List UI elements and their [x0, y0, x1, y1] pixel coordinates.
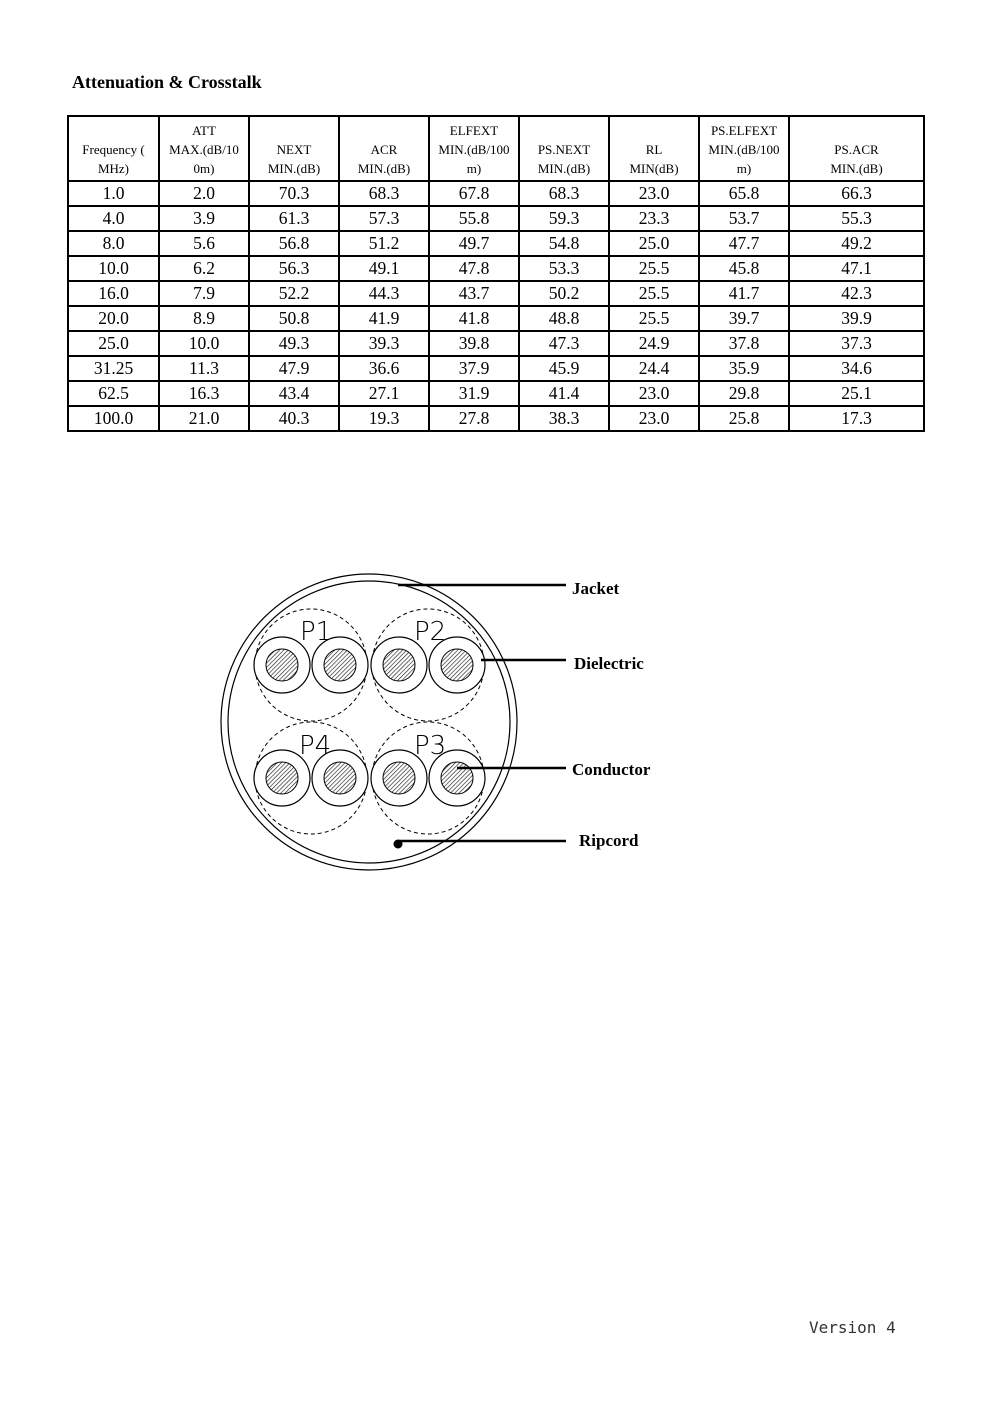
table-row	[68, 406, 924, 431]
conductor-core	[266, 762, 298, 794]
table-cell: 41.8	[429, 306, 519, 331]
column-header-line: 0m)	[193, 161, 215, 176]
table-cell: 62.5	[68, 381, 159, 406]
table-cell: 45.9	[519, 356, 609, 381]
table-cell: 24.9	[609, 331, 699, 356]
table-cell: 25.0	[609, 231, 699, 256]
section-title: Attenuation & Crosstalk	[72, 72, 262, 92]
column-header-line: RL	[645, 142, 663, 157]
table-cell: 34.6	[789, 356, 924, 381]
table-cell: 100.0	[68, 406, 159, 431]
table-cell: 56.3	[249, 256, 339, 281]
column-header-line: PS.NEXT	[537, 142, 591, 157]
table-cell: 47.8	[429, 256, 519, 281]
table-header-row	[68, 116, 924, 181]
table-cell: 42.3	[789, 281, 924, 306]
twisted-pair-p2	[371, 609, 485, 721]
table-cell: 49.2	[789, 231, 924, 256]
table-cell: 45.8	[699, 256, 789, 281]
column-header-line: m)	[466, 161, 482, 176]
table-cell: 10.0	[159, 331, 249, 356]
table-cell: 21.0	[159, 406, 249, 431]
table-cell: 25.5	[609, 306, 699, 331]
table-cell: 51.2	[339, 231, 429, 256]
table-cell: 24.4	[609, 356, 699, 381]
table-cell: 16.0	[68, 281, 159, 306]
table-cell: 29.8	[699, 381, 789, 406]
conductor-core	[383, 649, 415, 681]
column-header	[339, 116, 429, 181]
pair-label: P1	[300, 617, 333, 647]
table-cell: 41.7	[699, 281, 789, 306]
table-cell: 55.3	[789, 206, 924, 231]
table-cell: 3.9	[159, 206, 249, 231]
table-cell: 65.8	[699, 181, 789, 206]
ripcord-label: Ripcord	[579, 831, 639, 850]
table-cell: 68.3	[519, 181, 609, 206]
table-cell: 47.7	[699, 231, 789, 256]
table-cell: 47.9	[249, 356, 339, 381]
column-header-line: MIN.(dB)	[357, 161, 411, 176]
column-header-line: NEXT	[276, 142, 312, 157]
table-cell: 11.3	[159, 356, 249, 381]
column-header-line: MHz)	[97, 161, 130, 176]
conductor-core	[383, 762, 415, 794]
dielectric-label: Dielectric	[574, 654, 644, 673]
table-cell: 49.7	[429, 231, 519, 256]
table-cell: 39.8	[429, 331, 519, 356]
table-cell: 8.0	[68, 231, 159, 256]
pair-label: P4	[299, 731, 332, 761]
column-header	[68, 116, 159, 181]
attenuation-crosstalk-table	[67, 115, 925, 432]
jacket-outer-ring	[221, 574, 517, 870]
column-header	[429, 116, 519, 181]
column-header-line: MIN.(dB/100	[708, 142, 780, 157]
column-header	[699, 116, 789, 181]
table-cell: 41.4	[519, 381, 609, 406]
column-header-line: MIN.(dB)	[267, 161, 321, 176]
table-cell: 7.9	[159, 281, 249, 306]
twisted-pair-p1	[254, 609, 368, 721]
column-header	[609, 116, 699, 181]
table-cell: 4.0	[68, 206, 159, 231]
twisted-pair-p3	[371, 722, 485, 834]
table-cell: 37.3	[789, 331, 924, 356]
table-cell: 39.7	[699, 306, 789, 331]
column-header-line: PS.ACR	[834, 142, 879, 157]
table-cell: 44.3	[339, 281, 429, 306]
jacket-label: Jacket	[572, 579, 620, 598]
column-header-line: ELFEXT	[449, 123, 499, 138]
conductor-core	[441, 649, 473, 681]
table-cell: 23.0	[609, 381, 699, 406]
table-cell: 53.3	[519, 256, 609, 281]
table-cell: 31.25	[68, 356, 159, 381]
table-cell: 59.3	[519, 206, 609, 231]
column-header-line: ATT	[192, 123, 216, 138]
table-cell: 39.9	[789, 306, 924, 331]
table-row	[68, 281, 924, 306]
table-cell: 25.8	[699, 406, 789, 431]
table-cell: 8.9	[159, 306, 249, 331]
column-header-line: Frequency (	[82, 142, 145, 157]
column-header	[789, 116, 924, 181]
conductor-label: Conductor	[572, 760, 651, 779]
table-row	[68, 181, 924, 206]
pair-label: P2	[414, 617, 447, 647]
table-cell: 36.6	[339, 356, 429, 381]
table-cell: 27.8	[429, 406, 519, 431]
version-label: Version 4	[809, 1318, 896, 1337]
table-cell: 68.3	[339, 181, 429, 206]
column-header-line: MIN(dB)	[629, 161, 679, 176]
column-header-line: MIN.(dB)	[830, 161, 883, 176]
column-header-line: MAX.(dB/10	[169, 142, 239, 157]
table-cell: 10.0	[68, 256, 159, 281]
table-cell: 27.1	[339, 381, 429, 406]
table-cell: 39.3	[339, 331, 429, 356]
conductor-core	[324, 649, 356, 681]
table-cell: 49.3	[249, 331, 339, 356]
table-cell: 67.8	[429, 181, 519, 206]
column-header-line: MIN.(dB)	[537, 161, 591, 176]
cable-cross-section-diagram	[0, 560, 992, 890]
conductor-core	[324, 762, 356, 794]
table-row	[68, 356, 924, 381]
column-header-line: PS.ELFEXT	[710, 123, 778, 138]
table-cell: 23.0	[609, 406, 699, 431]
table-cell: 6.2	[159, 256, 249, 281]
table-cell: 37.9	[429, 356, 519, 381]
column-header	[519, 116, 609, 181]
table-cell: 35.9	[699, 356, 789, 381]
table-row	[68, 256, 924, 281]
table-row	[68, 381, 924, 406]
table-row	[68, 306, 924, 331]
table-cell: 50.8	[249, 306, 339, 331]
conductor-core	[266, 649, 298, 681]
table-cell: 5.6	[159, 231, 249, 256]
table-cell: 16.3	[159, 381, 249, 406]
table-cell: 49.1	[339, 256, 429, 281]
table-cell: 56.8	[249, 231, 339, 256]
table-row	[68, 206, 924, 231]
table-cell: 40.3	[249, 406, 339, 431]
table-cell: 23.3	[609, 206, 699, 231]
table-cell: 70.3	[249, 181, 339, 206]
twisted-pair-p4	[254, 722, 368, 834]
table-row	[68, 331, 924, 356]
table-cell: 57.3	[339, 206, 429, 231]
table-cell: 31.9	[429, 381, 519, 406]
table-cell: 2.0	[159, 181, 249, 206]
column-header-line: ACR	[370, 142, 398, 157]
table-cell: 48.8	[519, 306, 609, 331]
table-cell: 43.7	[429, 281, 519, 306]
table-row	[68, 231, 924, 256]
table-cell: 25.5	[609, 281, 699, 306]
table-cell: 47.3	[519, 331, 609, 356]
table-cell: 38.3	[519, 406, 609, 431]
table-cell: 25.0	[68, 331, 159, 356]
table-cell: 54.8	[519, 231, 609, 256]
table-cell: 66.3	[789, 181, 924, 206]
ripcord-dot	[394, 840, 403, 849]
table-cell: 1.0	[68, 181, 159, 206]
table-cell: 37.8	[699, 331, 789, 356]
table-cell: 50.2	[519, 281, 609, 306]
column-header	[159, 116, 249, 181]
table-cell: 41.9	[339, 306, 429, 331]
table-cell: 53.7	[699, 206, 789, 231]
table-cell: 25.1	[789, 381, 924, 406]
column-header	[249, 116, 339, 181]
column-header-line: m)	[736, 161, 752, 176]
column-header-line: MIN.(dB/100	[438, 142, 510, 157]
table-cell: 25.5	[609, 256, 699, 281]
table-cell: 61.3	[249, 206, 339, 231]
table-cell: 47.1	[789, 256, 924, 281]
table-cell: 55.8	[429, 206, 519, 231]
table-cell: 52.2	[249, 281, 339, 306]
table-cell: 19.3	[339, 406, 429, 431]
table-cell: 17.3	[789, 406, 924, 431]
table-cell: 23.0	[609, 181, 699, 206]
pair-label: P3	[414, 731, 447, 761]
table-cell: 43.4	[249, 381, 339, 406]
table-cell: 20.0	[68, 306, 159, 331]
